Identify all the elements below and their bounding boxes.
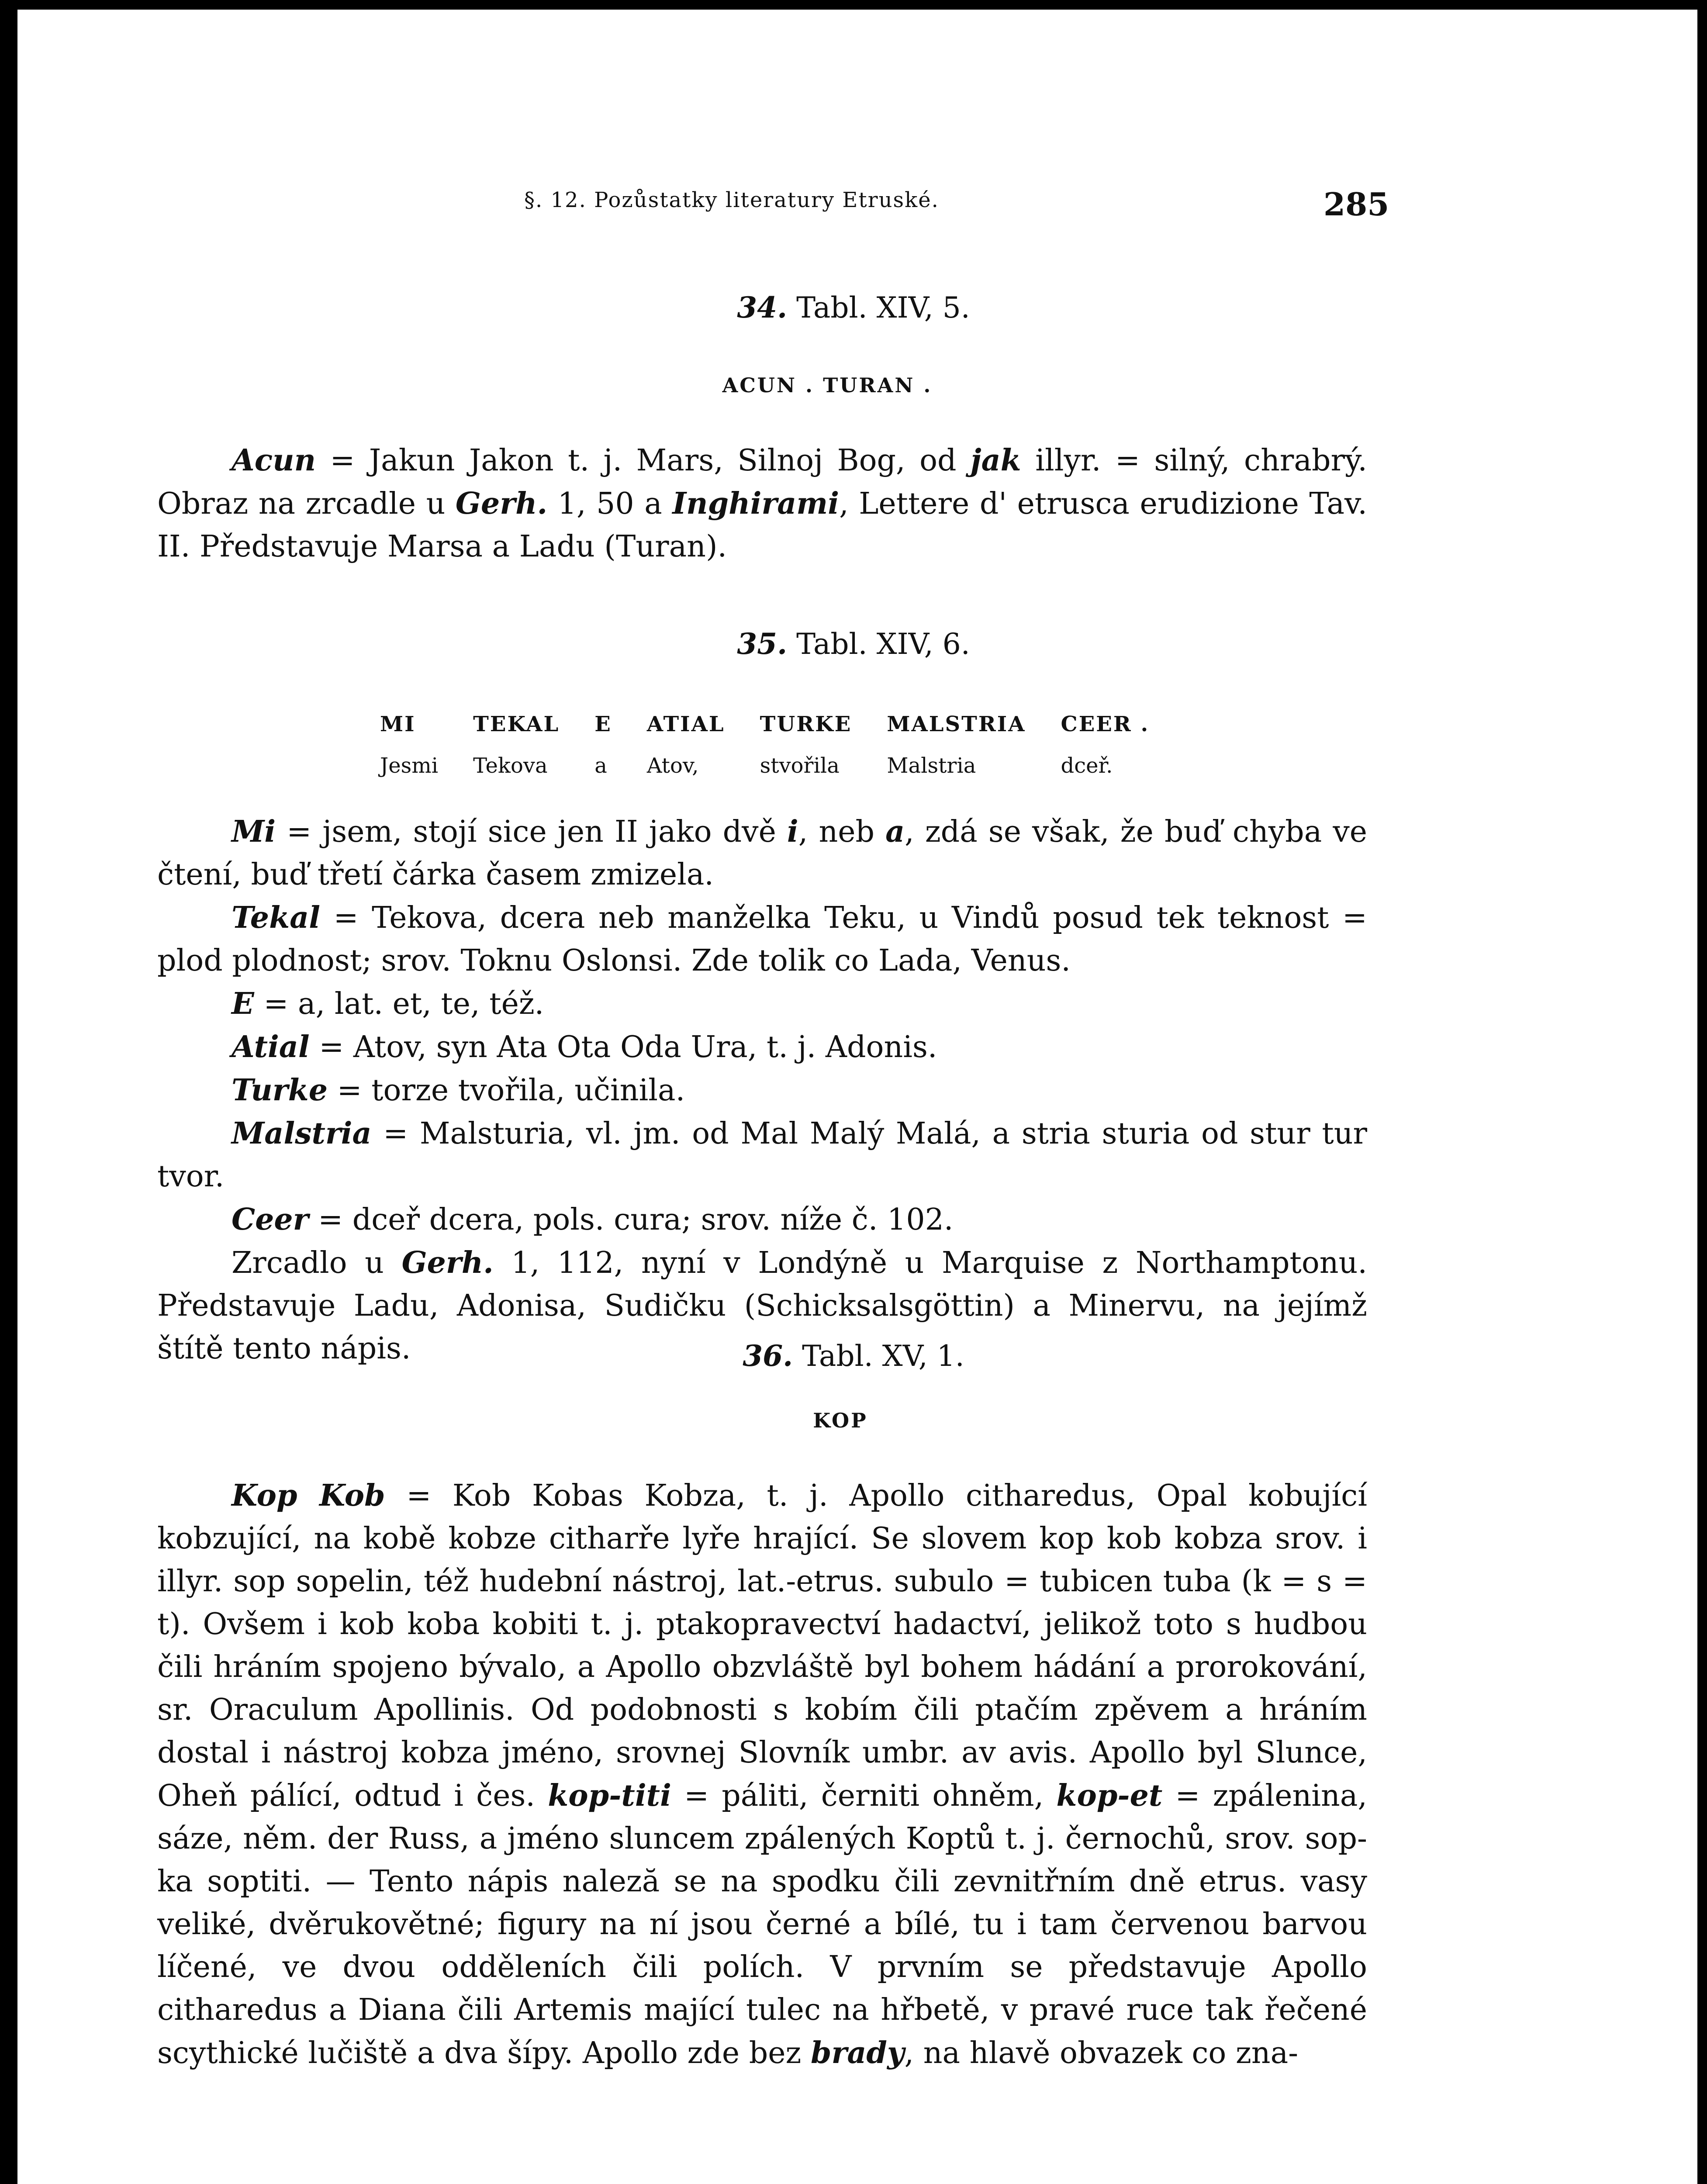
inscription-word: TURKE [760,712,852,736]
translation-word: Jesmi [380,753,439,778]
translation-word: Malstria [887,753,976,778]
translation-word: Atov, [646,753,699,778]
entry-34-table-ref: Tabl. XIV, 5. [796,291,970,325]
entry-36-table-ref: Tabl. XV, 1. [802,1339,964,1373]
entry-35-table-ref: Tabl. XIV, 6. [796,627,970,661]
paragraph-mi: Mi = jsem, stojí sice jen II jako dvě i, neb a, zdá se však, že buď chyba ve čtení, buď třetí čárka časem zmizela. [157,814,1367,892]
inscription-word: ATIAL [646,712,725,736]
translation-row [363,745,1167,786]
entry-36-inscription: KOP [813,1409,868,1432]
paragraph-e: E = a, lat. et, te, též. [232,986,544,1021]
entry-35-inscription-table [363,703,1167,786]
entry-35-commentary [157,810,1367,1370]
translation-word: dceř. [1061,753,1113,778]
paragraph-malstria: Malstria = Malsturia, vl. jm. od Mal Malý Malá, a stria sturia od stur tur tvor. [157,1116,1367,1194]
inscription-word: MALSTRIA [887,712,1026,736]
paragraph: Acun = Jakun Jakon t. j. Mars, Silnoj Bog, od jak illyr. = silný, chrabrý. Obraz na zrcadle u Gerh. 1, 50 a Inghirami, Lettere d' etrusca erudizione Tav. II. Představuje Marsa a Ladu (Turan). [157,443,1368,564]
paragraph: Kop Kob = Kob Kobas Kobza, t. j. Apollo citharedus, Opal kobující kobzující, na kobě kobze citharře lyře hrající. Se slovem kop kob kobza srov. i illyr. sop sopelin, též hudební nástroj, lat.-etrus. subulo = tubicen tuba (k = s = t). Ovšem i kob koba kobiti t. j. ptakopravectví hadactví, jelikož toto s hudbou čili hráním spojeno bývalo, a Apollo obzvláště byl bohem hádání a prorokování, sr. Oraculum Apollinis. Od podobnosti s kobím čili ptačím zpěvem a hráním dostal i nástroj kobza jméno, srovnej Slovník umbr. av avis. Apollo byl Slunce, Oheň pálící, odtud i čes. kop-titi = páliti, černiti ohněm, kop-et = zpálenina, sáze, něm. der Russ, a jméno sluncem zpálených Koptů t. j. černochů, srov. sop-ka soptiti. — Tento nápis naleză se na spodku čili zevnitřním dně etrus. vasy veliké, dvěrukovětné; figury na ní jsou černé a bílé, tu i tam červenou barvou líčené, ve dvou odděleních čili polích. V prvním se představuje Apollo citharedus a Diana čili Artemis mající tulec na hřbetě, v pravé ruce tak řečené scythické lučiště a dva šípy. Apollo zde bez brady, na hlavě obvazek co zna- [157,1478,1367,2070]
scan-border-top [0,0,1707,10]
paragraph-zrcadlo: Zrcadlo u Gerh. 1, 112, nyní v Londýně u Marquise z Northamptonu. Představuje Ladu, Adonisa, Sudičku (Schicksalsgöttin) a Minervu, na jejímž štítě tento nápis. [157,1245,1367,1366]
entry-36-heading [0,1339,1707,1373]
running-title: §. 12. Pozůstatky literatury Etruské. [524,188,939,212]
scan-border-right [1697,0,1707,2184]
paragraph-turke: Turke = torze tvořila, učinila. [232,1073,685,1108]
entry-34-inscription: ACUN . TURAN . [722,373,933,397]
paragraph-tekal: Tekal = Tekova, dcera neb manželka Teku, u Vindů posud tek teknost = plod plodnost; srov. Toknu Oslonsi. Zde tolik co Lada, Venus. [157,900,1367,978]
page-number: 285 [1323,186,1389,223]
paragraph-ceer: Ceer = dceř dcera, pols. cura; srov. níže č. 102. [232,1202,954,1237]
entry-36-number: 36. [743,1339,793,1373]
paragraph-atial: Atial = Atov, syn Ata Ota Oda Ura, t. j. Adonis. [232,1030,937,1064]
entry-34-number: 34. [737,290,788,325]
entry-35-number: 35. [737,627,788,661]
entry-35-heading [0,627,1707,661]
inscription-word: MI [380,712,416,736]
inscription-word: CEER . [1061,712,1150,736]
scan-border-left [0,0,17,2184]
translation-word: a [594,753,607,778]
entry-34-heading [0,290,1707,325]
entry-36-commentary [157,1474,1367,2075]
translation-word: stvořila [760,753,840,778]
inscription-word: TEKAL [473,712,560,736]
inscription-word: E [594,712,612,736]
entry-34-commentary [157,439,1367,568]
translation-word: Tekova [473,753,548,778]
inscription-row [363,703,1167,745]
